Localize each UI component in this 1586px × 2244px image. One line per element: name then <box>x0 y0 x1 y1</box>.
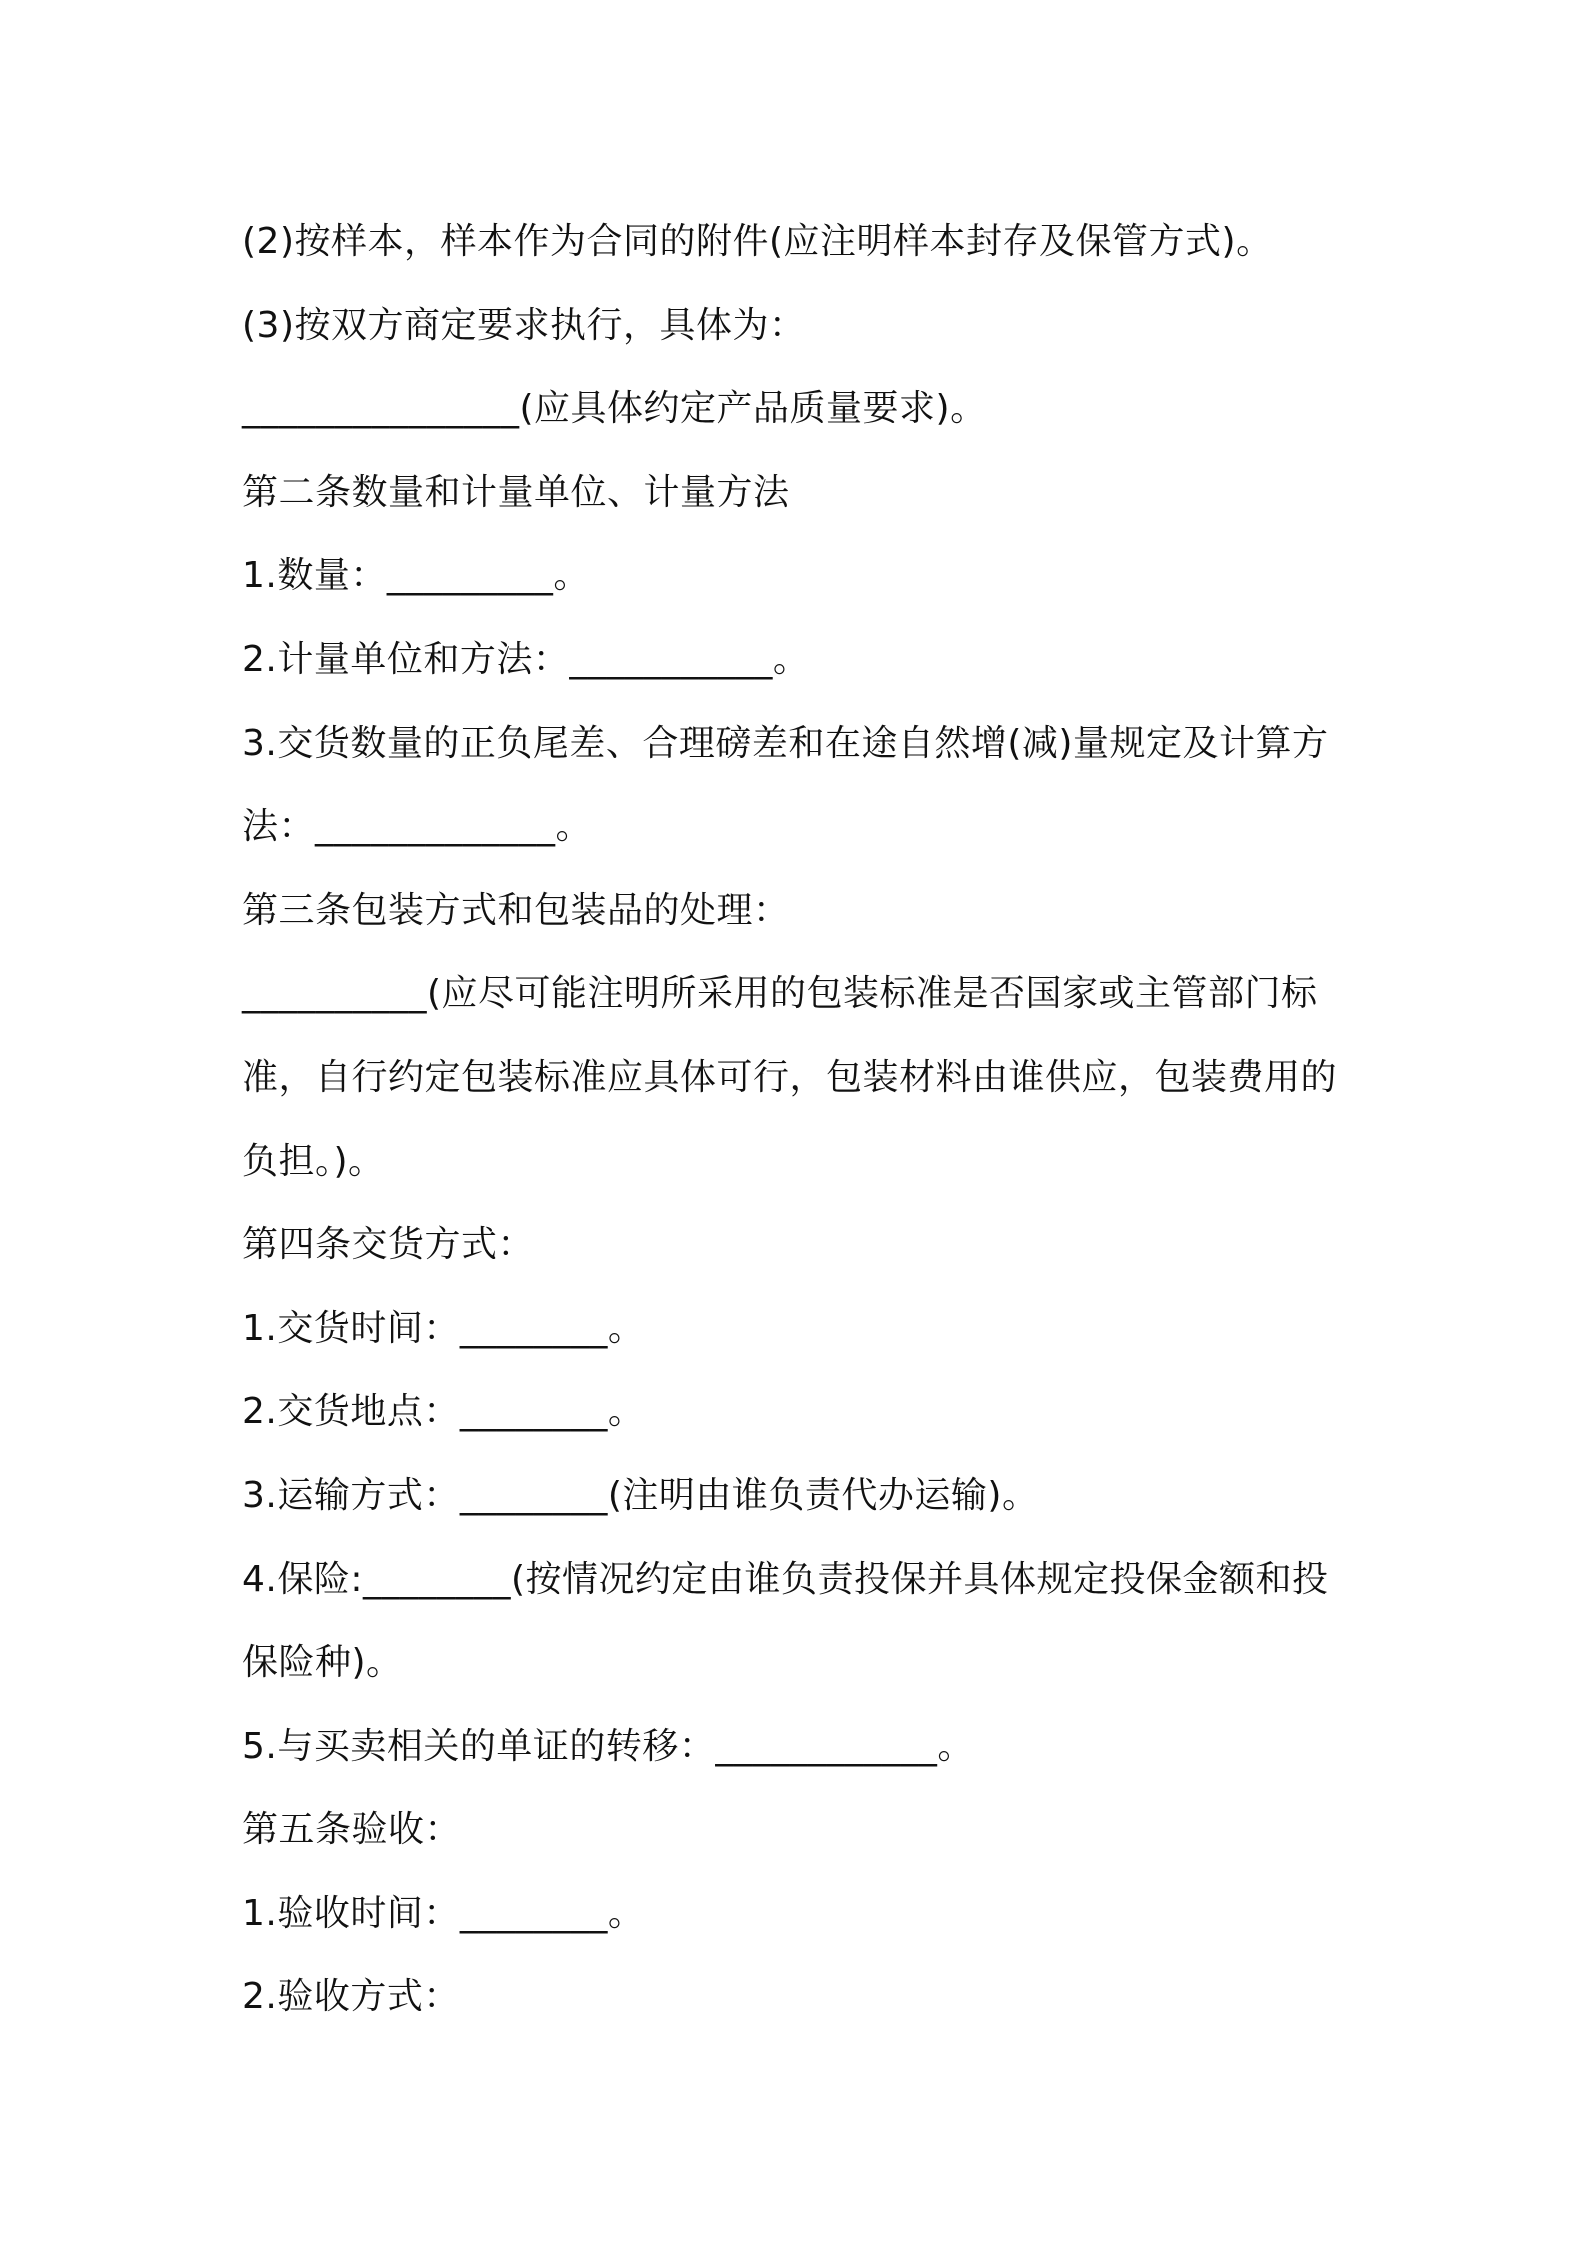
clause-line-transport: 3.运输方式：________(注明由谁负责代办运输)。 <box>242 1474 1039 1516</box>
clause-line-tolerance-cont: 法：_____________。 <box>242 806 593 848</box>
clause-line-acceptance-time: 1.验收时间：________。 <box>242 1892 645 1934</box>
clause-line-tolerance: 3.交货数量的正负尾差、合理磅差和在途自然增(减)量规定及计算方 <box>242 722 1329 764</box>
clause-line-quantity: 1.数量：_________。 <box>242 555 590 597</box>
clause-line-delivery-place: 2.交货地点：________。 <box>242 1391 645 1433</box>
document-body <box>242 200 1357 2039</box>
clause-line-packaging-cont: 准，自行约定包装标准应具体可行，包装材料由谁供应，包装费用的 <box>242 1056 1338 1098</box>
clause-line-packaging: __________(应尽可能注明所采用的包装标准是否国家或主管部门标 <box>242 973 1318 1015</box>
clause-line-insurance: 4.保险:________(按情况约定由谁负责投保并具体规定投保金额和投 <box>242 1558 1329 1600</box>
clause-line-sample: (2)按样本，样本作为合同的附件(应注明样本封存及保管方式)。 <box>242 221 1273 262</box>
clause-line-documents: 5.与买卖相关的单证的转移：____________。 <box>242 1725 974 1767</box>
clause-line-insurance-cont: 保险种)。 <box>242 1642 403 1684</box>
article-2-heading: 第二条数量和计量单位、计量方法 <box>242 471 790 513</box>
clause-line-acceptance-method: 2.验收方式： <box>242 1976 460 2018</box>
article-5-heading: 第五条验收： <box>242 1809 462 1851</box>
clause-line-unit-method: 2.计量单位和方法：___________。 <box>242 638 810 680</box>
clause-line-delivery-time: 1.交货时间：________。 <box>242 1307 645 1349</box>
article-3-heading: 第三条包装方式和包装品的处理： <box>242 889 790 931</box>
clause-line-negotiated: (3)按双方商定要求执行，具体为： <box>242 304 806 346</box>
clause-line-quality-requirement: _______________(应具体约定产品质量要求)。 <box>242 388 987 430</box>
clause-line-packaging-end: 负担。)。 <box>242 1140 385 1182</box>
article-4-heading: 第四条交货方式： <box>242 1224 535 1266</box>
